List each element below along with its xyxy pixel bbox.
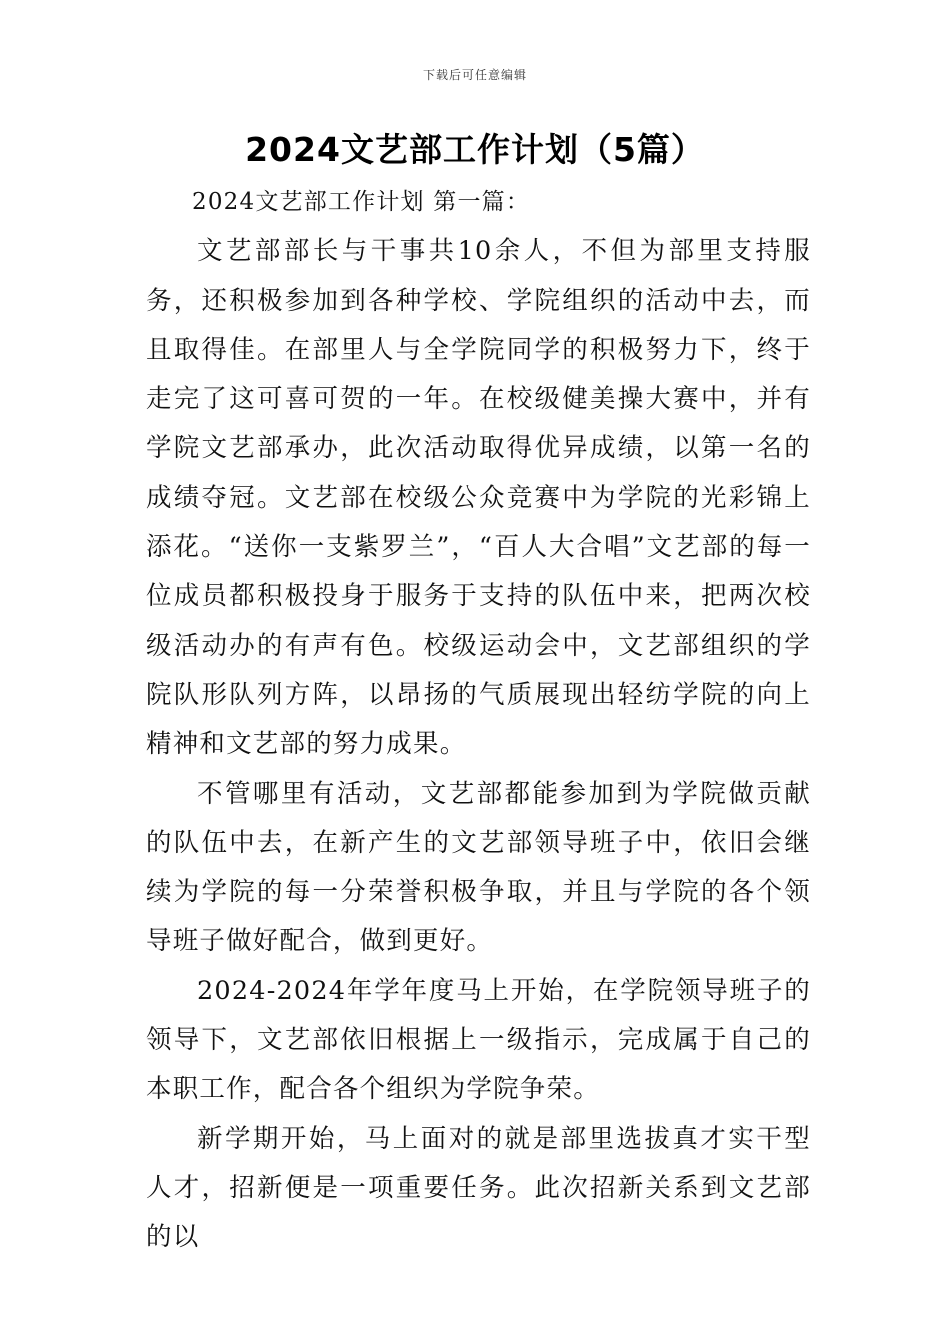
paragraph: 文艺部部长与干事共10余人，不但为部里支持服务，还积极参加到各种学校、学院组织的活动中去，而且取得佳。在部里人与全学院同学的积极努力下，终于走完了这可喜可贺的一年。在校级健美操大赛中，并有学院文艺部承办，此次活动取得优异成绩，以第一名的成绩夺冠。文艺部在校级公众竞赛中为学院的光彩锦上添花。“送你一支紫罗兰”，“百人大合唱”文艺部的每一位成员都积极投身于服务于支持的队伍中来，把两次校级活动办的有声有色。校级运动会中，文艺部组织的学院队形队列方阵，以昂扬的气质展现出轻纺学院的向上精神和文艺部的努力成果。	[146, 236, 811, 760]
section-heading: 2024文艺部工作计划 第一篇：	[192, 189, 531, 215]
document-title: 2024文艺部工作计划（5篇）	[245, 130, 705, 169]
header-note: 下载后可任意编辑	[422, 68, 527, 82]
paragraph: 新学期开始，马上面对的就是部里选拔真才实干型人才，招新便是一项重要任务。此次招新关系到文艺部的以	[146, 1123, 811, 1253]
paragraph: 2024-2024年学年度马上开始，在学院领导班子的领导下，文艺部依旧根据上一级指示，完成属于自己的本职工作，配合各个组织为学院争荣。	[146, 975, 811, 1105]
document-body	[146, 178, 811, 1263]
paragraph: 不管哪里有活动，文艺部都能参加到为学院做贡献的队伍中去，在新产生的文艺部领导班子中，依旧会继续为学院的每一分荣誉积极争取，并且与学院的各个领导班子做好配合，做到更好。	[146, 778, 811, 957]
